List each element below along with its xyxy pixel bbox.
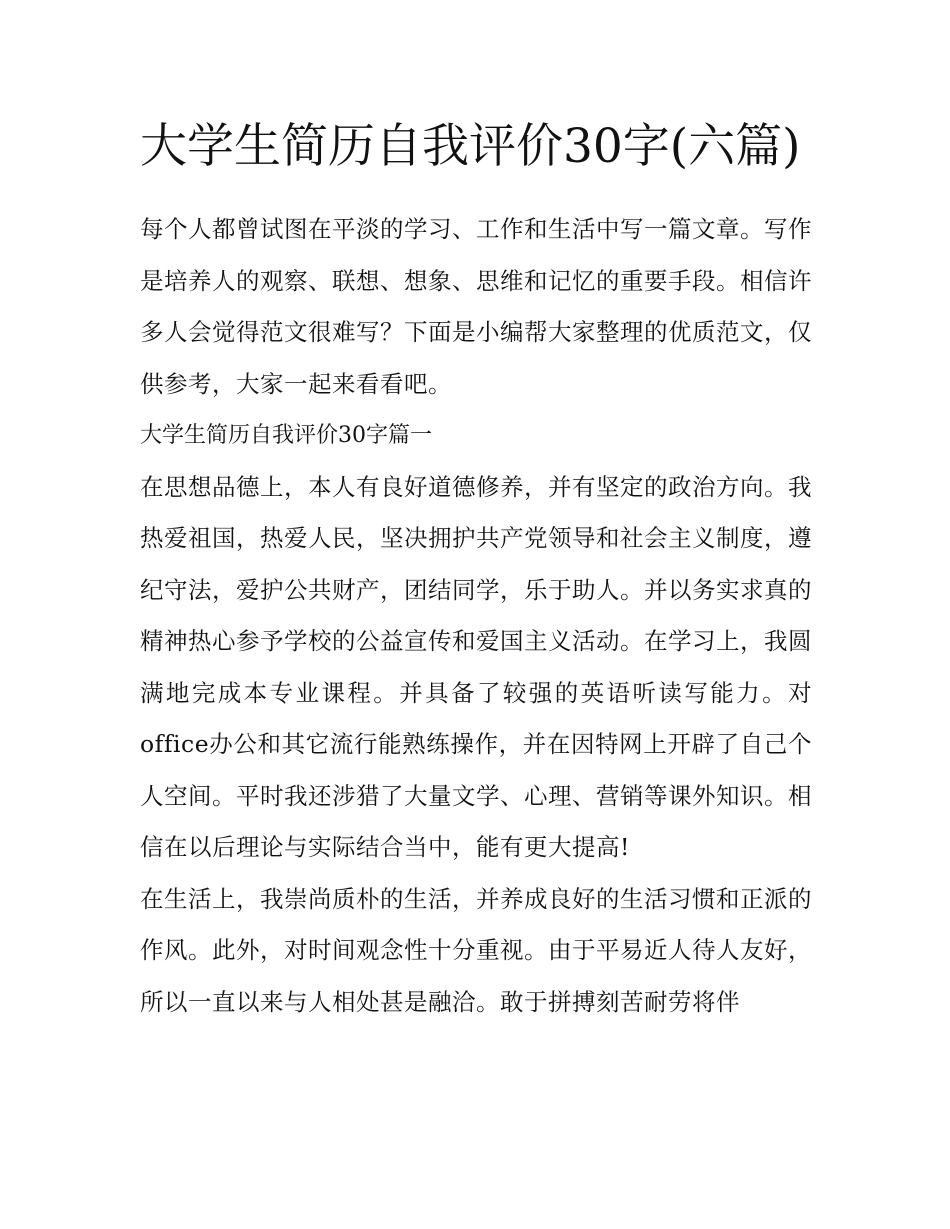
- document-page: [140, 110, 812, 1028]
- body-paragraph-1: 在思想品德上，本人有良好道德修养，并有坚定的政治方向。我热爱祖国，热爱人民，坚决拥护共产党领导和社会主义制度，遵纪守法，爱护公共财产，团结同学，乐于助人。并以务实求真的精神热心参予学校的公益宣传和爱国主义活动。在学习上，我圆满地完成本专业课程。并具备了较强的英语听读写能力。对office办公和其它流行能熟练操作，并在因特网上开辟了自己个人空间。平时我还涉猎了大量文学、心理、营销等课外知识。相信在以后理论与实际结合当中，能有更大提高!: [140, 472, 812, 861]
- document-title: 大学生简历自我评价30字(六篇): [140, 119, 801, 174]
- body-paragraph-2: 在生活上，我崇尚质朴的生活，并养成良好的生活习惯和正派的作风。此外，对时间观念性十分重视。由于平易近人待人友好，所以一直以来与人相处甚是融洽。敢于拼搏刻苦耐劳将伴: [140, 884, 812, 1016]
- section-heading: 大学生简历自我评价30字篇一: [140, 423, 432, 448]
- intro-paragraph: 每个人都曾试图在平淡的学习、工作和生活中写一篇文章。写作是培养人的观察、联想、想象、思维和记忆的重要手段。相信许多人会觉得范文很难写？下面是小编帮大家整理的优质范文，仅供参考，大家一起来看看吧。: [140, 215, 812, 398]
